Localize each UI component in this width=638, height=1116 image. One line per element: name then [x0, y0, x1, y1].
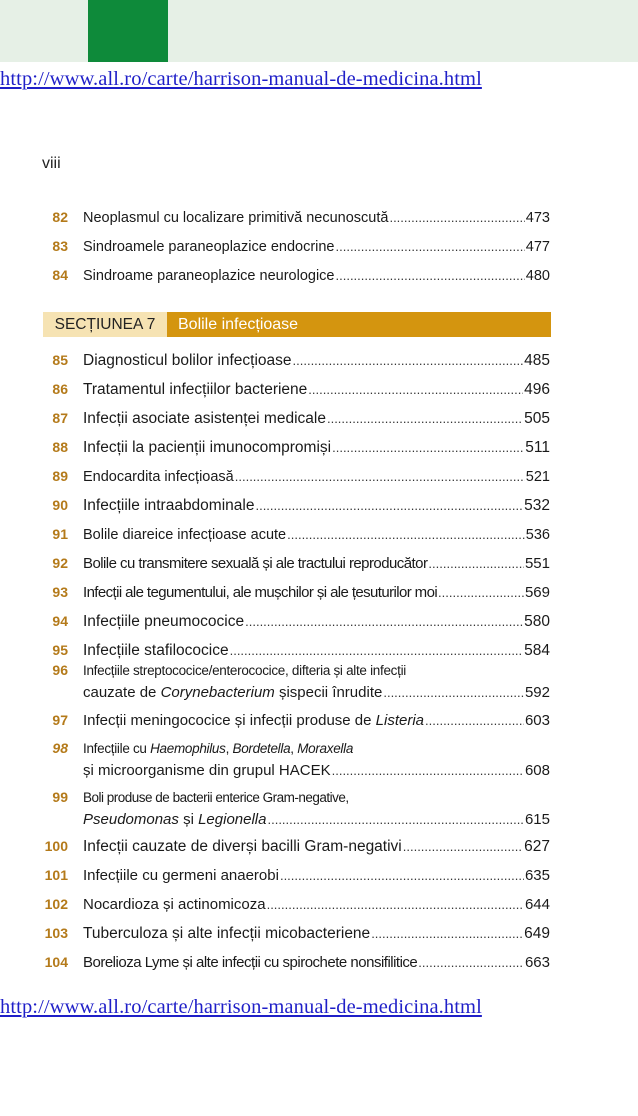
chapter-page: 477 — [525, 239, 550, 255]
chapter-title-line2: și microorganisme din grupul HACEK — [83, 762, 331, 779]
chapter-title: Nocardioza și actinomicoza — [83, 896, 266, 913]
chapter-page: 627 — [524, 838, 550, 855]
chapter-number: 88 — [52, 439, 68, 455]
leader-dots — [267, 897, 524, 912]
toc-entry[interactable] — [40, 439, 550, 457]
chapter-page: 615 — [524, 811, 550, 828]
chapter-title-line1: Infecțiile cu Haemophilus, Bordetella, Moraxella — [83, 741, 354, 756]
leader-dots — [267, 812, 523, 827]
chapter-page: 480 — [525, 268, 550, 284]
chapter-number: 101 — [44, 867, 68, 883]
chapter-title: Infecțiile stafilococice — [83, 642, 229, 659]
chapter-number: 93 — [52, 584, 68, 600]
chapter-number: 87 — [52, 410, 68, 426]
leader-dots — [425, 713, 524, 728]
chapter-page: 551 — [524, 555, 550, 572]
top-link[interactable]: http://www.all.ro/carte/harrison-manual-de-medicina.html — [0, 68, 482, 90]
chapter-title: Infecții cauzate de diverși bacilli Gram-negativi — [83, 838, 402, 855]
chapter-number: 90 — [52, 497, 68, 513]
leader-dots — [383, 685, 524, 700]
chapter-title: Diagnosticul bolilor infecțioase — [83, 352, 292, 369]
chapter-title-line1: Boli produse de bacterii enterice Gram-negative, — [83, 790, 349, 805]
chapter-page: 635 — [524, 867, 550, 884]
chapter-title: Infecții la pacienții imunocompromiși — [83, 439, 332, 456]
chapter-title: Infecții meningococice și infecții produse de Listeria — [83, 712, 425, 729]
section-header — [43, 312, 551, 337]
toc-entry[interactable] — [40, 642, 550, 660]
chapter-number: 86 — [52, 381, 68, 397]
toc-entry[interactable] — [40, 838, 550, 856]
leader-dots — [230, 643, 524, 658]
chapter-page: 496 — [524, 381, 550, 398]
chapter-title: Infecțiile cu germeni anaerobi — [83, 867, 279, 884]
toc-entry[interactable] — [40, 925, 550, 943]
chapter-page: 649 — [524, 925, 550, 942]
leader-dots — [428, 556, 524, 571]
chapter-page: 536 — [525, 527, 550, 543]
chapter-title: Infecții ale tegumentului, ale mușchilor și ale țesuturilor moi — [83, 584, 438, 601]
leader-dots — [332, 440, 524, 455]
chapter-number: 82 — [52, 209, 68, 225]
leader-dots — [336, 239, 525, 254]
leader-dots — [293, 353, 524, 368]
chapter-page: 511 — [525, 439, 550, 456]
chapter-number: 91 — [52, 526, 68, 542]
leader-dots — [308, 382, 523, 397]
chapter-title: Infecțiile intraabdominale — [83, 497, 255, 514]
leader-dots — [332, 763, 524, 778]
chapter-number: 100 — [44, 838, 68, 854]
chapter-number: 84 — [52, 267, 68, 283]
bottom-link[interactable]: http://www.all.ro/carte/harrison-manual-de-medicina.html — [0, 996, 482, 1018]
chapter-page: 608 — [524, 762, 550, 779]
chapter-number: 94 — [52, 613, 68, 629]
chapter-number: 103 — [44, 925, 68, 941]
chapter-number: 85 — [52, 352, 68, 368]
chapter-page: 592 — [524, 684, 550, 701]
toc-entry[interactable] — [40, 209, 550, 226]
toc-entry[interactable] — [40, 555, 550, 572]
toc-entry[interactable] — [40, 410, 550, 428]
toc-entry[interactable] — [40, 381, 550, 399]
chapter-title-line2: cauzate de Corynebacterium șispecii înrudite — [83, 684, 383, 701]
toc-entry[interactable] — [40, 584, 550, 601]
toc-entry[interactable] — [40, 526, 550, 543]
leader-dots — [280, 868, 524, 883]
chapter-page: 644 — [524, 896, 550, 913]
chapter-page: 584 — [524, 642, 550, 659]
chapter-number: 95 — [52, 642, 68, 658]
chapter-title-line2: Pseudomonas și Legionella — [83, 811, 267, 828]
chapter-number: 98 — [52, 740, 68, 756]
page-number: viii — [42, 155, 61, 172]
chapter-number: 99 — [52, 789, 68, 805]
section-title: Bolile infecțioase — [167, 312, 551, 337]
chapter-number: 102 — [44, 896, 68, 912]
leader-dots — [438, 585, 524, 600]
chapter-number: 96 — [52, 662, 68, 678]
chapter-title-line1: Infecțiile streptococice/enterococice, difteria și alte infecții — [83, 663, 406, 678]
chapter-title: Borelioza Lyme și alte infecții cu spirochete nonsifilitice — [83, 954, 418, 971]
chapter-title: Endocardita infecțioasă — [83, 469, 234, 485]
chapter-page: 485 — [524, 352, 550, 369]
chapter-number: 92 — [52, 555, 68, 571]
chapter-page: 603 — [524, 712, 550, 729]
chapter-page: 521 — [525, 469, 550, 485]
toc-entry[interactable] — [40, 867, 550, 884]
chapter-title: Tuberculoza și alte infecții micobacteriene — [83, 925, 371, 942]
chapter-title: Infecțiile pneumococice — [83, 613, 245, 630]
chapter-number: 104 — [44, 954, 68, 970]
leader-dots — [255, 498, 523, 513]
leader-dots — [235, 469, 525, 484]
chapter-page: 569 — [524, 584, 550, 601]
chapter-page: 505 — [524, 410, 550, 427]
toc-entry[interactable] — [40, 267, 550, 284]
chapter-title: Infecții asociate asistenței medicale — [83, 410, 326, 427]
leader-dots — [287, 527, 525, 542]
leader-dots — [371, 926, 523, 941]
toc-entry[interactable] — [40, 954, 550, 971]
chapter-page: 580 — [524, 613, 550, 630]
chapter-number: 89 — [52, 468, 68, 484]
chapter-title: Bolile diareice infecțioase acute — [83, 527, 287, 543]
chapter-title: Neoplasmul cu localizare primitivă necunoscută — [83, 210, 389, 226]
chapter-title: Sindroame paraneoplazice neurologice — [83, 268, 335, 284]
toc-entry[interactable] — [40, 352, 550, 370]
chapter-number: 97 — [52, 712, 68, 728]
toc-entry[interactable] — [40, 238, 550, 255]
chapter-page: 473 — [525, 210, 550, 226]
chapter-title: Bolile cu transmitere sexuală și ale tractului reproducător — [83, 555, 428, 572]
section-label: SECȚIUNEA 7 — [43, 312, 167, 337]
leader-dots — [403, 839, 523, 854]
chapter-page: 663 — [524, 954, 550, 971]
leader-dots — [245, 614, 523, 629]
chapter-title: Tratamentul infecțiilor bacteriene — [83, 381, 308, 398]
chapter-page: 532 — [524, 497, 550, 514]
leader-dots — [418, 955, 524, 970]
toc-entry[interactable] — [40, 468, 550, 485]
chapter-title: Sindroamele paraneoplazice endocrine — [83, 239, 335, 255]
leader-dots — [389, 210, 524, 225]
leader-dots — [336, 268, 525, 283]
toc-entry[interactable] — [40, 896, 550, 913]
chapter-number: 83 — [52, 238, 68, 254]
toc-entry[interactable] — [40, 497, 550, 515]
toc-entry[interactable] — [40, 613, 550, 631]
leader-dots — [327, 411, 523, 426]
header-accent-block — [88, 0, 168, 62]
